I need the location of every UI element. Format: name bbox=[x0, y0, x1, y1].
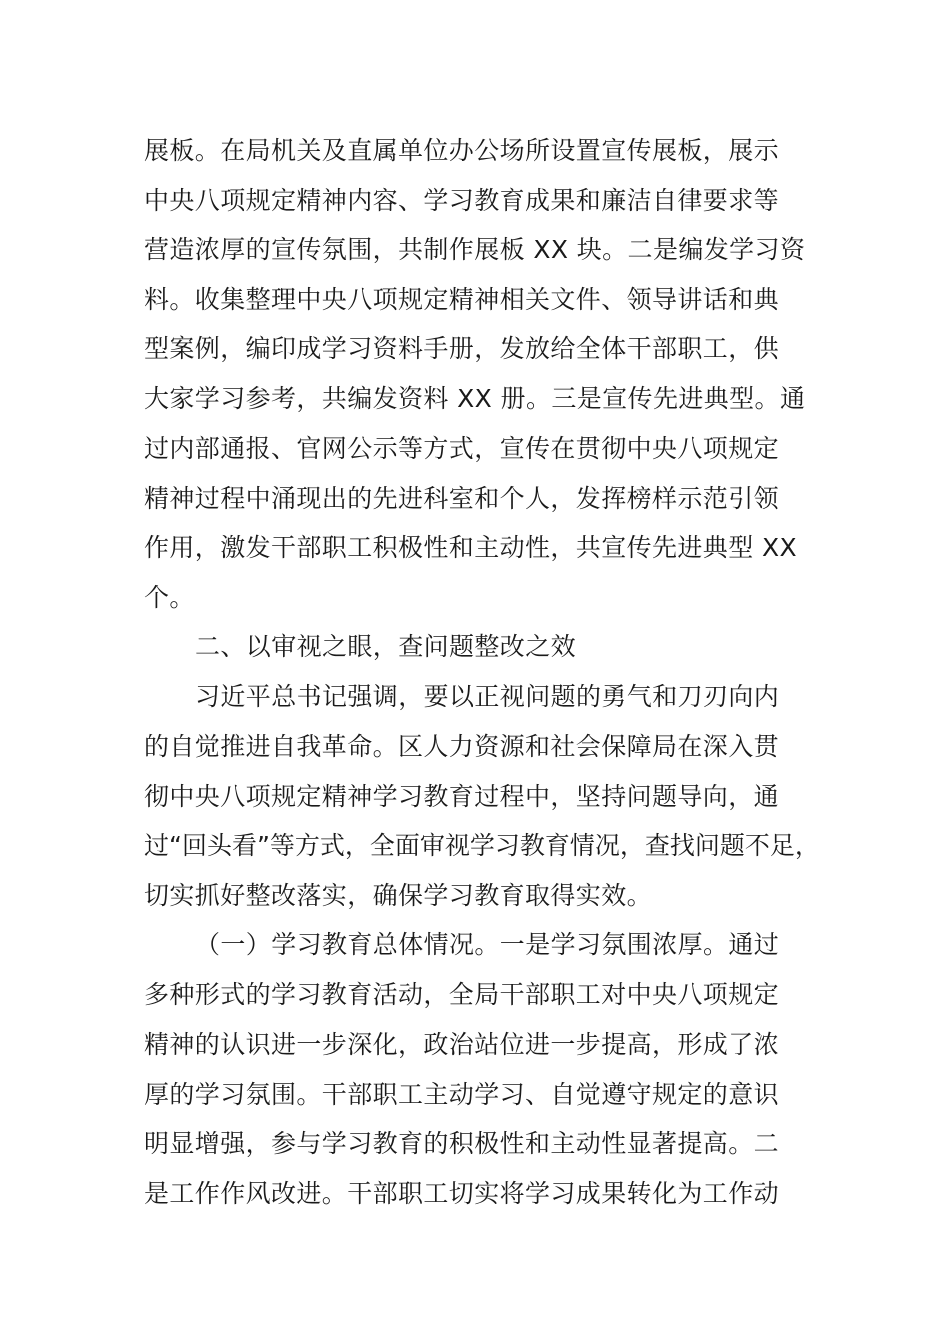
body-text-line: 习近平总书记强调，要以正视问题的勇气和刀刃向内 bbox=[195, 682, 780, 711]
body-text-line: 型案例，编印成学习资料手册，发放给全体干部职工，供 bbox=[144, 334, 780, 363]
subsection-heading-line: （一）学习教育总体情况。一是学习氛围浓厚。通过 bbox=[195, 930, 780, 959]
body-text-line: 是工作作风改进。干部职工切实将学习成果转化为工作动 bbox=[144, 1179, 780, 1208]
body-text-line: 切实抓好整改落实，确保学习教育取得实效。 bbox=[144, 881, 653, 910]
body-text-line: 过内部通报、官网公示等方式，宣传在贯彻中央八项规定 bbox=[144, 434, 780, 463]
body-text-line: 明显增强，参与学习教育的积极性和主动性显著提高。二 bbox=[144, 1129, 780, 1158]
section-heading: 二、以审视之眼，查问题整改之效 bbox=[195, 632, 577, 661]
body-text-line: 精神过程中涌现出的先进科室和个人，发挥榜样示范引领 bbox=[144, 484, 780, 513]
body-text-line: 展板。在局机关及直属单位办公场所设置宣传展板，展示 bbox=[144, 136, 780, 165]
body-text-line: 过“回头看”等方式，全面审视学习教育情况，查找问题不足， bbox=[144, 831, 820, 860]
body-text-line: 精神的认识进一步深化，政治站位进一步提高，形成了浓 bbox=[144, 1030, 780, 1059]
body-text-line: 大家学习参考，共编发资料 XX 册。三是宣传先进典型。通 bbox=[144, 384, 806, 413]
body-text-line: 彻中央八项规定精神学习教育过程中，坚持问题导向，通 bbox=[144, 782, 780, 811]
body-text-line: 料。收集整理中央八项规定精神相关文件、领导讲话和典 bbox=[144, 285, 780, 314]
body-text-line: 中央八项规定精神内容、学习教育成果和廉洁自律要求等 bbox=[144, 186, 780, 215]
body-text-line: 的自觉推进自我革命。区人力资源和社会保障局在深入贯 bbox=[144, 732, 780, 761]
body-text-line: 个。 bbox=[144, 583, 195, 612]
body-text-line: 营造浓厚的宣传氛围，共制作展板 XX 块。二是编发学习资 bbox=[144, 235, 806, 264]
body-text-line: 作用，激发干部职工积极性和主动性，共宣传先进典型 XX bbox=[144, 533, 798, 562]
body-text-line: 多种形式的学习教育活动，全局干部职工对中央八项规定 bbox=[144, 980, 780, 1009]
body-text-line: 厚的学习氛围。干部职工主动学习、自觉遵守规定的意识 bbox=[144, 1080, 780, 1109]
